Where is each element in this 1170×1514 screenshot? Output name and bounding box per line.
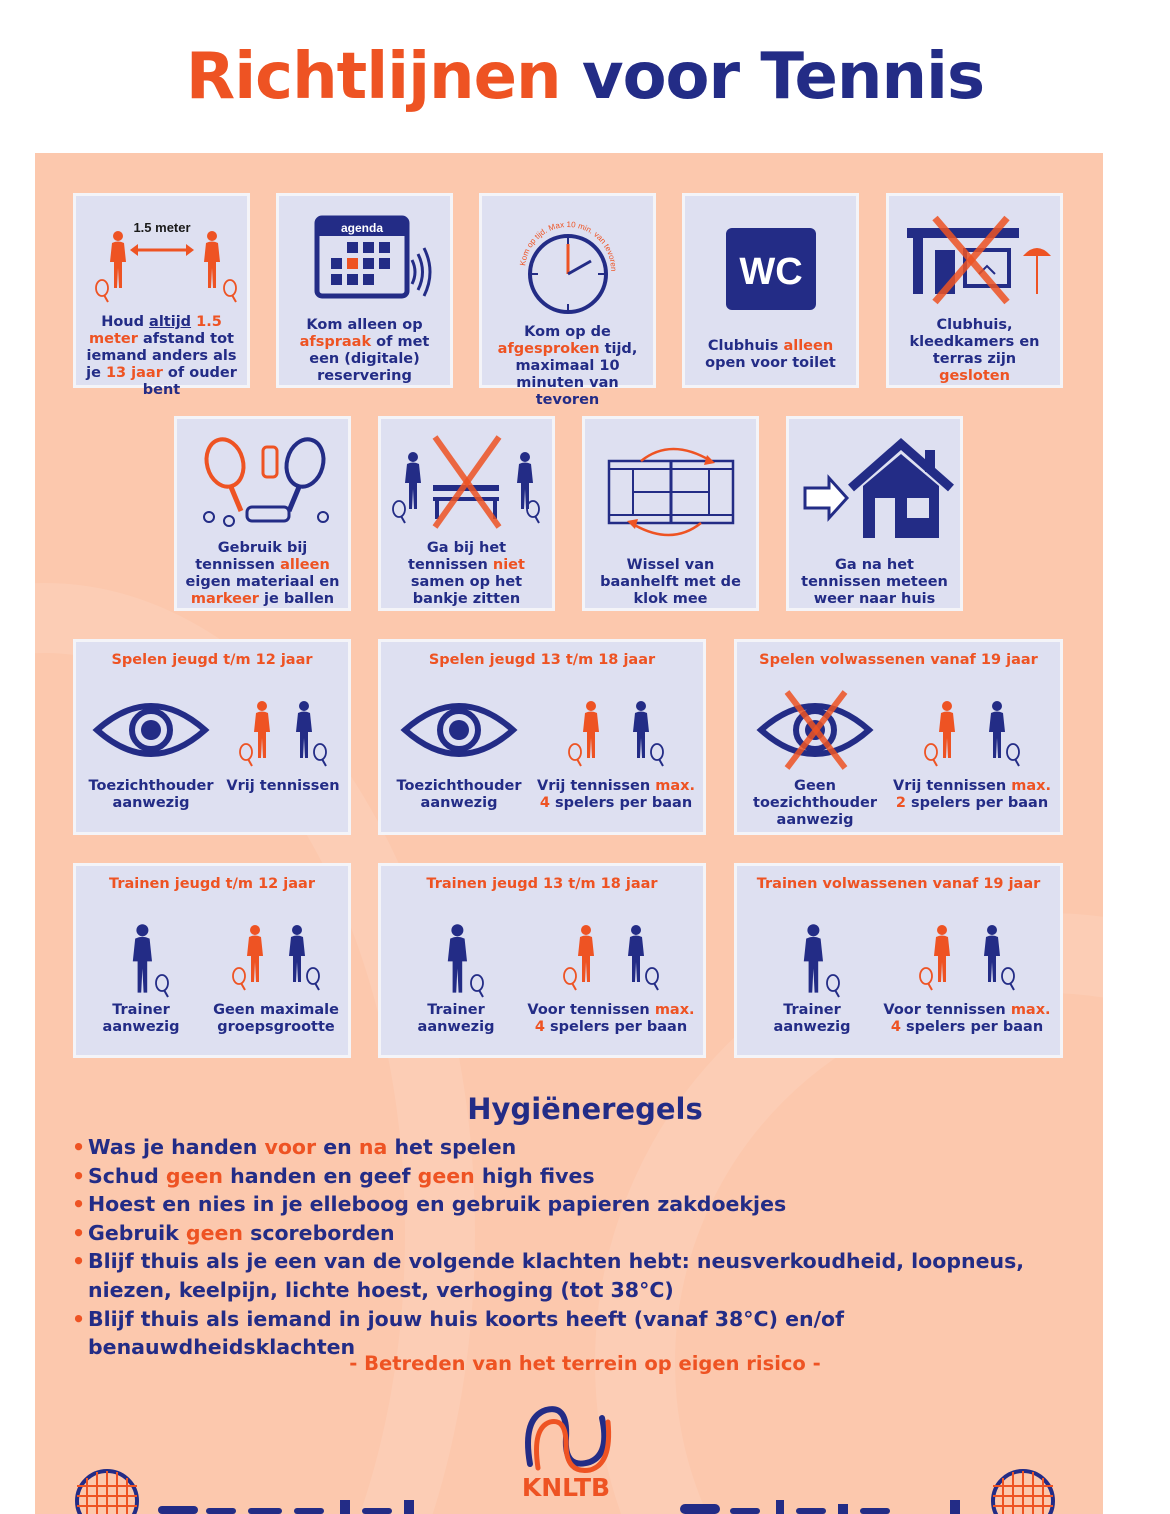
supervision-column: [745, 682, 885, 829]
cropped-text-tops: [0, 1496, 1170, 1514]
trainer-text: Trainer aanwezig: [417, 1002, 495, 1035]
card-spelen-jeugd-12: [73, 639, 351, 835]
card-trainen-volwassenen: [734, 863, 1063, 1058]
trainer-icon: [106, 906, 176, 1002]
card-title: Trainen jeugd t/m 12 jaar: [109, 876, 315, 892]
play-column: [531, 682, 701, 812]
hygiene-item: • Blijf thuis als iemand in jouw huis koorts heeft (vanaf 38°C) en/of benauwdheidsklachten: [72, 1305, 1112, 1362]
distance-label: 1.5 meter: [132, 220, 191, 235]
card-clubhouse-closed: [886, 193, 1063, 388]
trainer-text: Trainer aanwezig: [102, 1002, 180, 1035]
players-icon: [221, 906, 331, 1002]
card-title: Spelen jeugd 13 t/m 18 jaar: [428, 652, 656, 668]
agenda-calendar-icon: [279, 208, 450, 311]
card-appointment: [276, 193, 453, 388]
card-no-bench: [378, 416, 555, 611]
card-title: Spelen volwassenen vanaf 19 jaar: [759, 652, 1038, 668]
card-spelen-volwassenen: [734, 639, 1063, 835]
card-spelen-jeugd-13-18: [378, 639, 706, 835]
clock-icon: [482, 208, 653, 318]
trainer-column: [391, 906, 521, 1036]
caption-court-switch: Wissel van baanhelft met de klok mee: [600, 557, 741, 607]
wc-label: WC: [738, 251, 803, 293]
supervision-column: [86, 682, 216, 812]
card-wc: [682, 193, 859, 388]
players-icon: [228, 682, 338, 778]
clock-arc-label: Kom op tijd. Max 10 min. van tevoren: [517, 219, 618, 272]
trainer-icon: [421, 906, 491, 1002]
card-trainen-jeugd-13-18: [378, 863, 706, 1058]
hygiene-item: • Was je handen voor en na het spelen: [72, 1133, 1112, 1162]
title-word-voor-tennis: voor Tennis: [581, 40, 985, 114]
supervision-text: Geen toezichthouder aanwezig: [753, 778, 877, 828]
players-icon: [907, 682, 1037, 778]
page-title: [0, 40, 1170, 114]
play-column: [887, 682, 1057, 812]
card-distance: [73, 193, 250, 398]
card-on-time: [479, 193, 656, 408]
hygiene-item: • Hoest en nies in je elleboog en gebruik papieren zakdoekjes: [72, 1190, 1112, 1219]
no-bench-icon: [381, 431, 552, 534]
group-column: [877, 906, 1057, 1036]
caption-wc: Clubhuis alleen open voor toilet: [705, 338, 836, 371]
wc-icon: [685, 208, 856, 332]
card-title: Spelen jeugd t/m 12 jaar: [111, 652, 313, 668]
play-text: Vrij tennissen max. 2 spelers per baan: [893, 778, 1051, 811]
players-icon: [546, 906, 676, 1002]
players-icon: [551, 682, 681, 778]
court-switch-icon: [585, 431, 756, 551]
card-court-switch: [582, 416, 759, 611]
caption-distance: Houd altijd 1.5 meter afstand tot iemand anders als je 13 jaar of ouder bent: [86, 314, 237, 398]
caption-on-time: Kom op de afgesproken tijd, maximaal 10 minuten van tevoren: [497, 324, 638, 408]
title-word-richtlijnen: Richtlijnen: [185, 40, 561, 114]
hygiene-item: • Schud geen handen en geef geen high fives: [72, 1162, 1112, 1191]
group-text: Geen maximale groepsgrootte: [213, 1002, 339, 1035]
caption-appointment: Kom alleen op afspraak of met een (digitale) reservering: [299, 317, 430, 384]
cropped-bottom-slogan: [0, 1496, 1170, 1514]
caption-own-equipment: Gebruik bij tennissen alleen eigen materiaal en markeer je ballen: [185, 540, 340, 607]
hygiene-item: • Blijf thuis als je een van de volgende klachten hebt: neusverkoudheid, loopneus, niezen, keelpijn, lichte hoest, verhoging (tot 38°C): [72, 1247, 1112, 1304]
players-icon: [902, 906, 1032, 1002]
caption-no-bench: Ga bij het tennissen niet samen op het bankje zitten: [408, 540, 525, 607]
eye-crossed-icon: [755, 682, 875, 778]
play-text: Vrij tennissen max. 4 spelers per baan: [537, 778, 695, 811]
supervision-text: Toezichthouder aanwezig: [88, 778, 214, 811]
eye-icon: [91, 682, 211, 778]
eye-icon: [399, 682, 519, 778]
clubhouse-closed-icon: [889, 208, 1060, 311]
distance-players-icon: [76, 208, 247, 308]
logo-text: KNLTB: [521, 1473, 611, 1502]
play-column: [218, 682, 348, 795]
card-go-home: [786, 416, 963, 611]
card-own-equipment: [174, 416, 351, 611]
card-title: Trainen jeugd 13 t/m 18 jaar: [426, 876, 658, 892]
hygiene-title: Hygiëneregels: [467, 1092, 703, 1126]
group-column: [521, 906, 701, 1036]
play-text: Vrij tennissen: [226, 778, 340, 794]
group-text: Voor tennissen max. 4 spelers per baan: [883, 1002, 1051, 1035]
hygiene-list: [72, 1133, 1112, 1362]
card-trainen-jeugd-12: [73, 863, 351, 1058]
group-column: [204, 906, 348, 1036]
caption-go-home: Ga na het tennissen meteen weer naar huis: [801, 557, 948, 607]
group-text: Voor tennissen max. 4 spelers per baan: [527, 1002, 695, 1035]
risk-notice: - Betreden van het terrein op eigen risico -: [349, 1352, 821, 1375]
own-equipment-icon: [177, 431, 348, 534]
trainer-column: [86, 906, 196, 1036]
trainer-column: [747, 906, 877, 1036]
supervision-text: Toezichthouder aanwezig: [396, 778, 522, 811]
agenda-label: agenda: [340, 220, 383, 235]
hygiene-item: • Gebruik geen scoreborden: [72, 1219, 1112, 1248]
trainer-text: Trainer aanwezig: [773, 1002, 851, 1035]
go-home-icon: [789, 431, 960, 551]
caption-clubhouse-closed: Clubhuis, kleedkamers en terras zijn gesloten: [909, 317, 1040, 384]
supervision-column: [389, 682, 529, 812]
card-title: Trainen volwassenen vanaf 19 jaar: [756, 876, 1041, 892]
trainer-icon: [777, 906, 847, 1002]
